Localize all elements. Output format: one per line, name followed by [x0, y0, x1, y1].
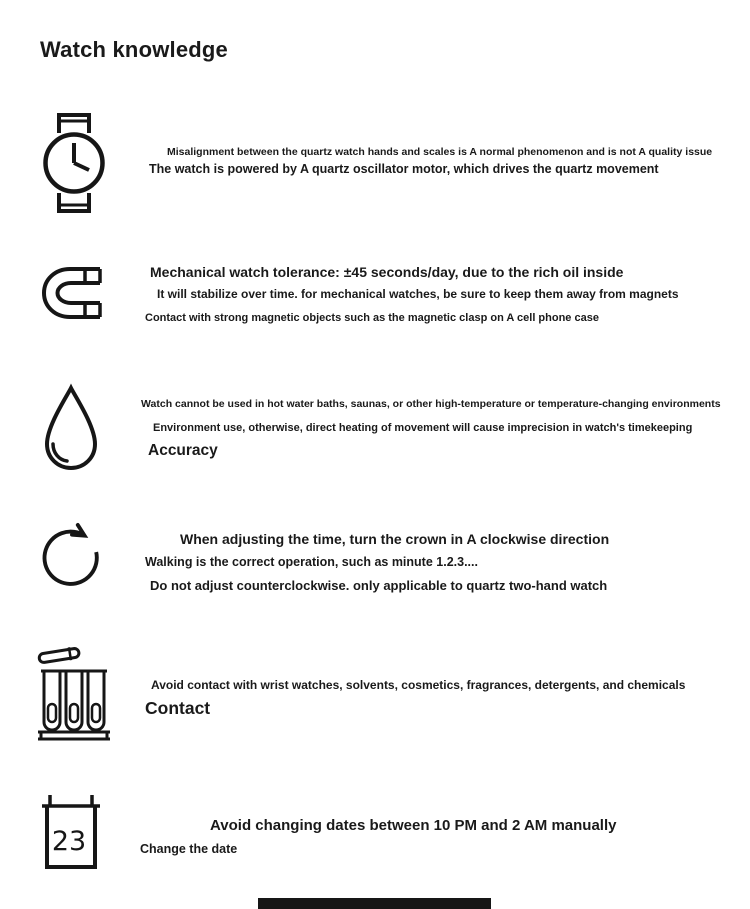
section-heading: Avoid changing dates between 10 PM and 2 AM manually: [210, 817, 617, 834]
watch-icon: [42, 112, 106, 214]
bottom-banner-edge: [258, 898, 491, 909]
info-line: Do not adjust counterclockwise. only applicable to quartz two-hand watch: [150, 578, 608, 593]
info-line: Misalignment between the quartz watch hands and scales is A normal phenomenon and is not A quality issue: [167, 146, 713, 158]
magnet-icon: [40, 265, 102, 321]
info-line: Contact with strong magnetic objects such as the magnetic clasp on A cell phone case: [145, 312, 599, 324]
clockwise-arrow-icon: [40, 518, 102, 592]
info-line: It will stabilize over time. for mechanical watches, be sure to keep them away from magnets: [157, 287, 679, 301]
calendar-icon: [40, 792, 102, 870]
water-drop-icon: [40, 382, 102, 474]
section-heading: Contact: [145, 698, 211, 718]
info-line: The watch is powered by A quartz oscillator motor, which drives the quartz movement: [149, 162, 659, 176]
section-heading: When adjusting the time, turn the crown in A clockwise direction: [180, 531, 610, 547]
page-title: Watch knowledge: [40, 37, 228, 62]
info-line: Avoid contact with wrist watches, solvents, cosmetics, fragrances, detergents, and chemicals: [151, 678, 686, 692]
section-heading: Mechanical watch tolerance: ±45 seconds/day, due to the rich oil inside: [150, 264, 624, 280]
test-tubes-icon: [36, 644, 112, 744]
info-line: Change the date: [140, 842, 238, 856]
info-line: Walking is the correct operation, such as minute 1.2.3....: [145, 555, 478, 569]
calendar-day-number: 23: [51, 826, 87, 857]
section-heading: Accuracy: [148, 442, 218, 459]
info-line: Environment use, otherwise, direct heating of movement will cause imprecision in watch's timekeeping: [153, 422, 693, 434]
info-line: Watch cannot be used in hot water baths, saunas, or other high-temperature or temperature-changing environments: [141, 398, 721, 410]
